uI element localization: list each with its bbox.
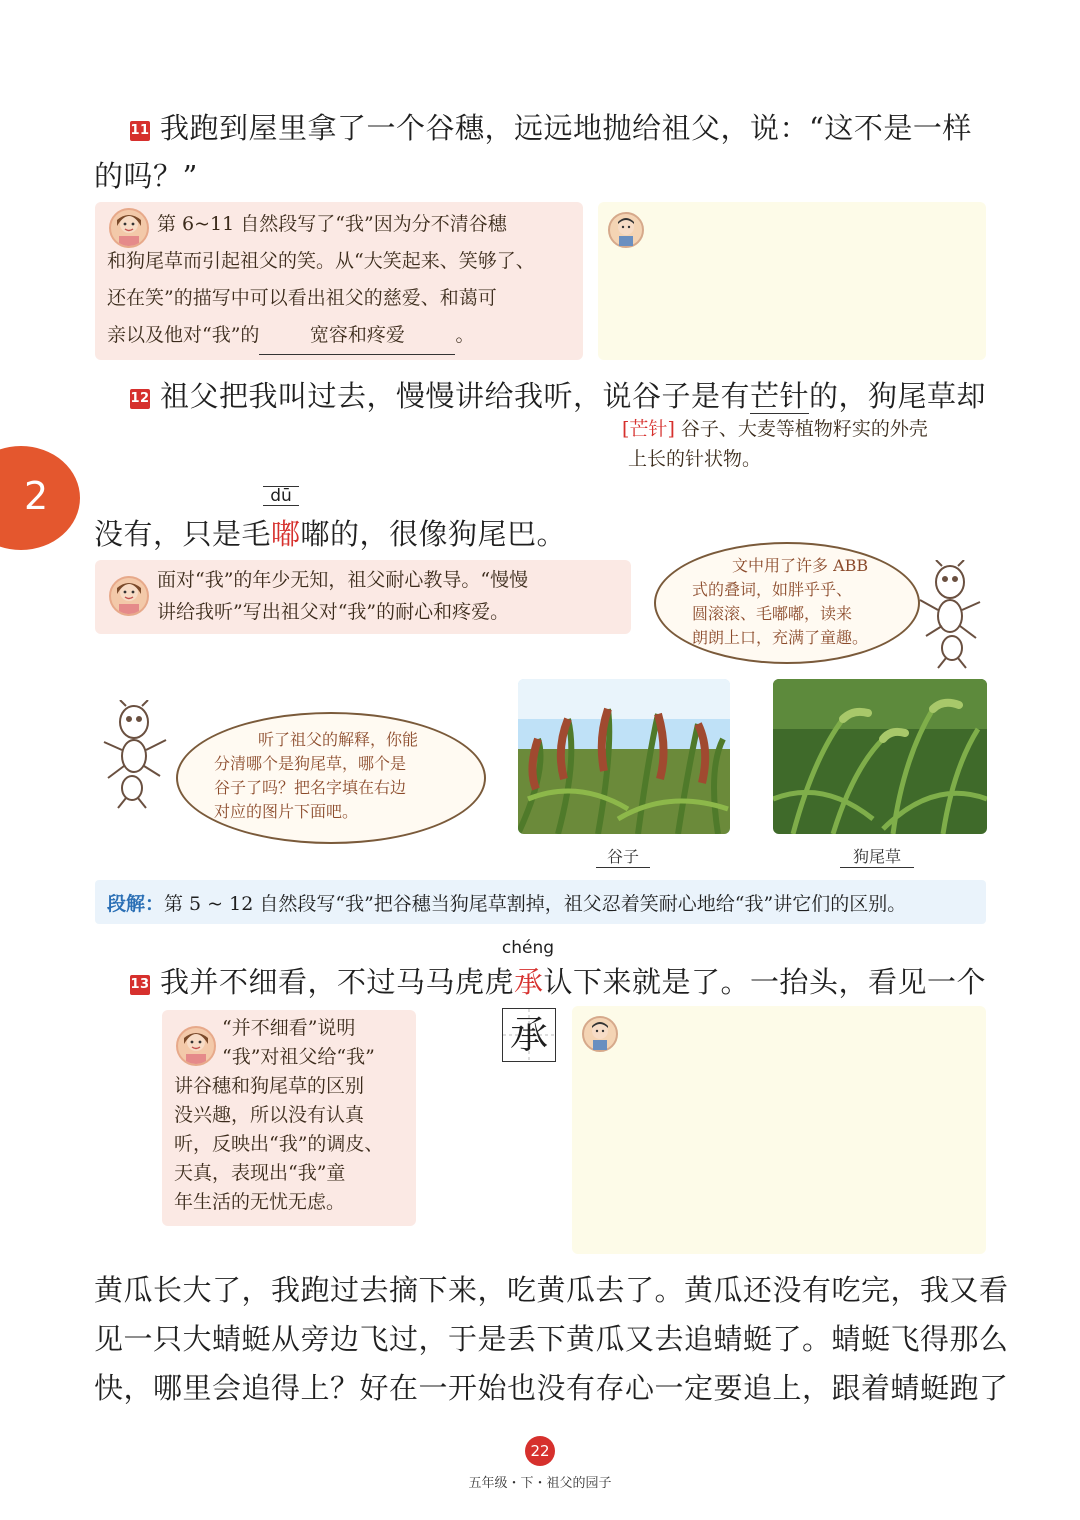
- paragraph-11-line2: 的吗？”: [94, 159, 198, 193]
- page-number: 22: [525, 1436, 555, 1466]
- cartoon-ant-icon: [94, 700, 174, 810]
- millet-photo: [518, 679, 730, 834]
- paragraph-13: 13 我并不细看，不过马马虎虎承认下来就是了。一抬头，看见一个: [130, 965, 987, 999]
- paragraph-13-line2: 黄瓜长大了，我跑过去摘下来，吃黄瓜去了。黄瓜还没有吃完，我又看: [94, 1273, 1009, 1307]
- gloss-note: [芒针] 谷子、大麦等植物籽实的外壳 上长的针状物。: [622, 418, 928, 470]
- paragraph-number: 12: [130, 389, 150, 409]
- glossed-word: 芒针: [750, 379, 810, 413]
- speech-bubble-2: 听了祖父的解释，你能 分清哪个是狗尾草，哪个是 谷子了吗？把名字填在右边 对应的图片下面吧。: [176, 712, 486, 844]
- paragraph-12-cont: 没有，只是毛嘟嘟的，很像狗尾巴。: [94, 517, 567, 551]
- girl-avatar-icon: [109, 576, 149, 616]
- boy-avatar-icon: [608, 212, 644, 248]
- pinyin-du: dū: [263, 486, 299, 506]
- section-summary: 段解：第 5 ~ 12 自然段写“我”把谷穗当狗尾草割掉，祖父忍着笑耐心地给“我”讲它们的区别。: [95, 880, 986, 924]
- chapter-marker: [0, 446, 80, 550]
- cartoon-ant-icon: [912, 560, 988, 670]
- paragraph-number: 13: [130, 975, 150, 995]
- answer-blank: 宽容和疼爱: [259, 317, 455, 355]
- annotation-box-2: 面对“我”的年少无知，祖父耐心教导。“慢慢 讲给我听”写出祖父对“我”的耐心和疼爱。: [95, 560, 631, 634]
- foxtail-grass-photo: [773, 679, 987, 834]
- girl-avatar-icon: [109, 208, 149, 248]
- girl-avatar-icon: [176, 1026, 216, 1066]
- summary-label: 段解：: [107, 893, 165, 915]
- gloss-term: 芒针: [629, 418, 668, 440]
- chapter-number: 2: [24, 474, 49, 518]
- photo-caption-right: 狗尾草: [840, 844, 914, 868]
- boy-avatar-icon: [582, 1016, 618, 1052]
- footer-text: 五年级・下・祖父的园子: [468, 1476, 612, 1491]
- character-grid: 承: [502, 1008, 556, 1062]
- paragraph-13-line4: 快，哪里会追得上？好在一开始也没有存心一定要追上，跟着蜻蜓跑了: [94, 1371, 1009, 1405]
- notes-area-2: [572, 1006, 986, 1254]
- paragraph-12: 12 祖父把我叫过去，慢慢讲给我听，说谷子是有芒针的，狗尾草却: [130, 379, 987, 413]
- paragraph-13-line3: 见一只大蜻蜓从旁边飞过，于是丢下黄瓜又去追蜻蜓了。蜻蜓飞得那么: [94, 1322, 1009, 1356]
- speech-bubble-1: 文中用了许多 ABB 式的叠词，如胖乎乎、 圆滚滚、毛嘟嘟，读来 朗朗上口，充满了童趣。: [654, 542, 920, 664]
- photo-caption-left: 谷子: [596, 844, 650, 868]
- paragraph-11: 11 我跑到屋里拿了一个谷穗，远远地抛给祖父，说：“这不是一样: [130, 111, 972, 145]
- pinyin-cheng: chéng: [501, 938, 555, 958]
- paragraph-number: 11: [130, 121, 150, 141]
- annotation-box-3: “并不细看”说明 “我”对祖父给“我” 讲谷穗和狗尾草的区别 没兴趣，所以没有认真 听，反映出“我”的调皮、 天真，表现出“我”童 年生活的无忧无虑。: [162, 1010, 416, 1226]
- annotation-box-1: 第 6~11 自然段写了“我”因为分不清谷穗 和狗尾草而引起祖父的笑。从“大笑起来、笑够了、 还在笑”的描写中可以看出祖父的慈爱、和蔼可 亲以及他对“我”的 宽容和疼爱 。: [95, 202, 583, 360]
- notes-area-1: [598, 202, 986, 360]
